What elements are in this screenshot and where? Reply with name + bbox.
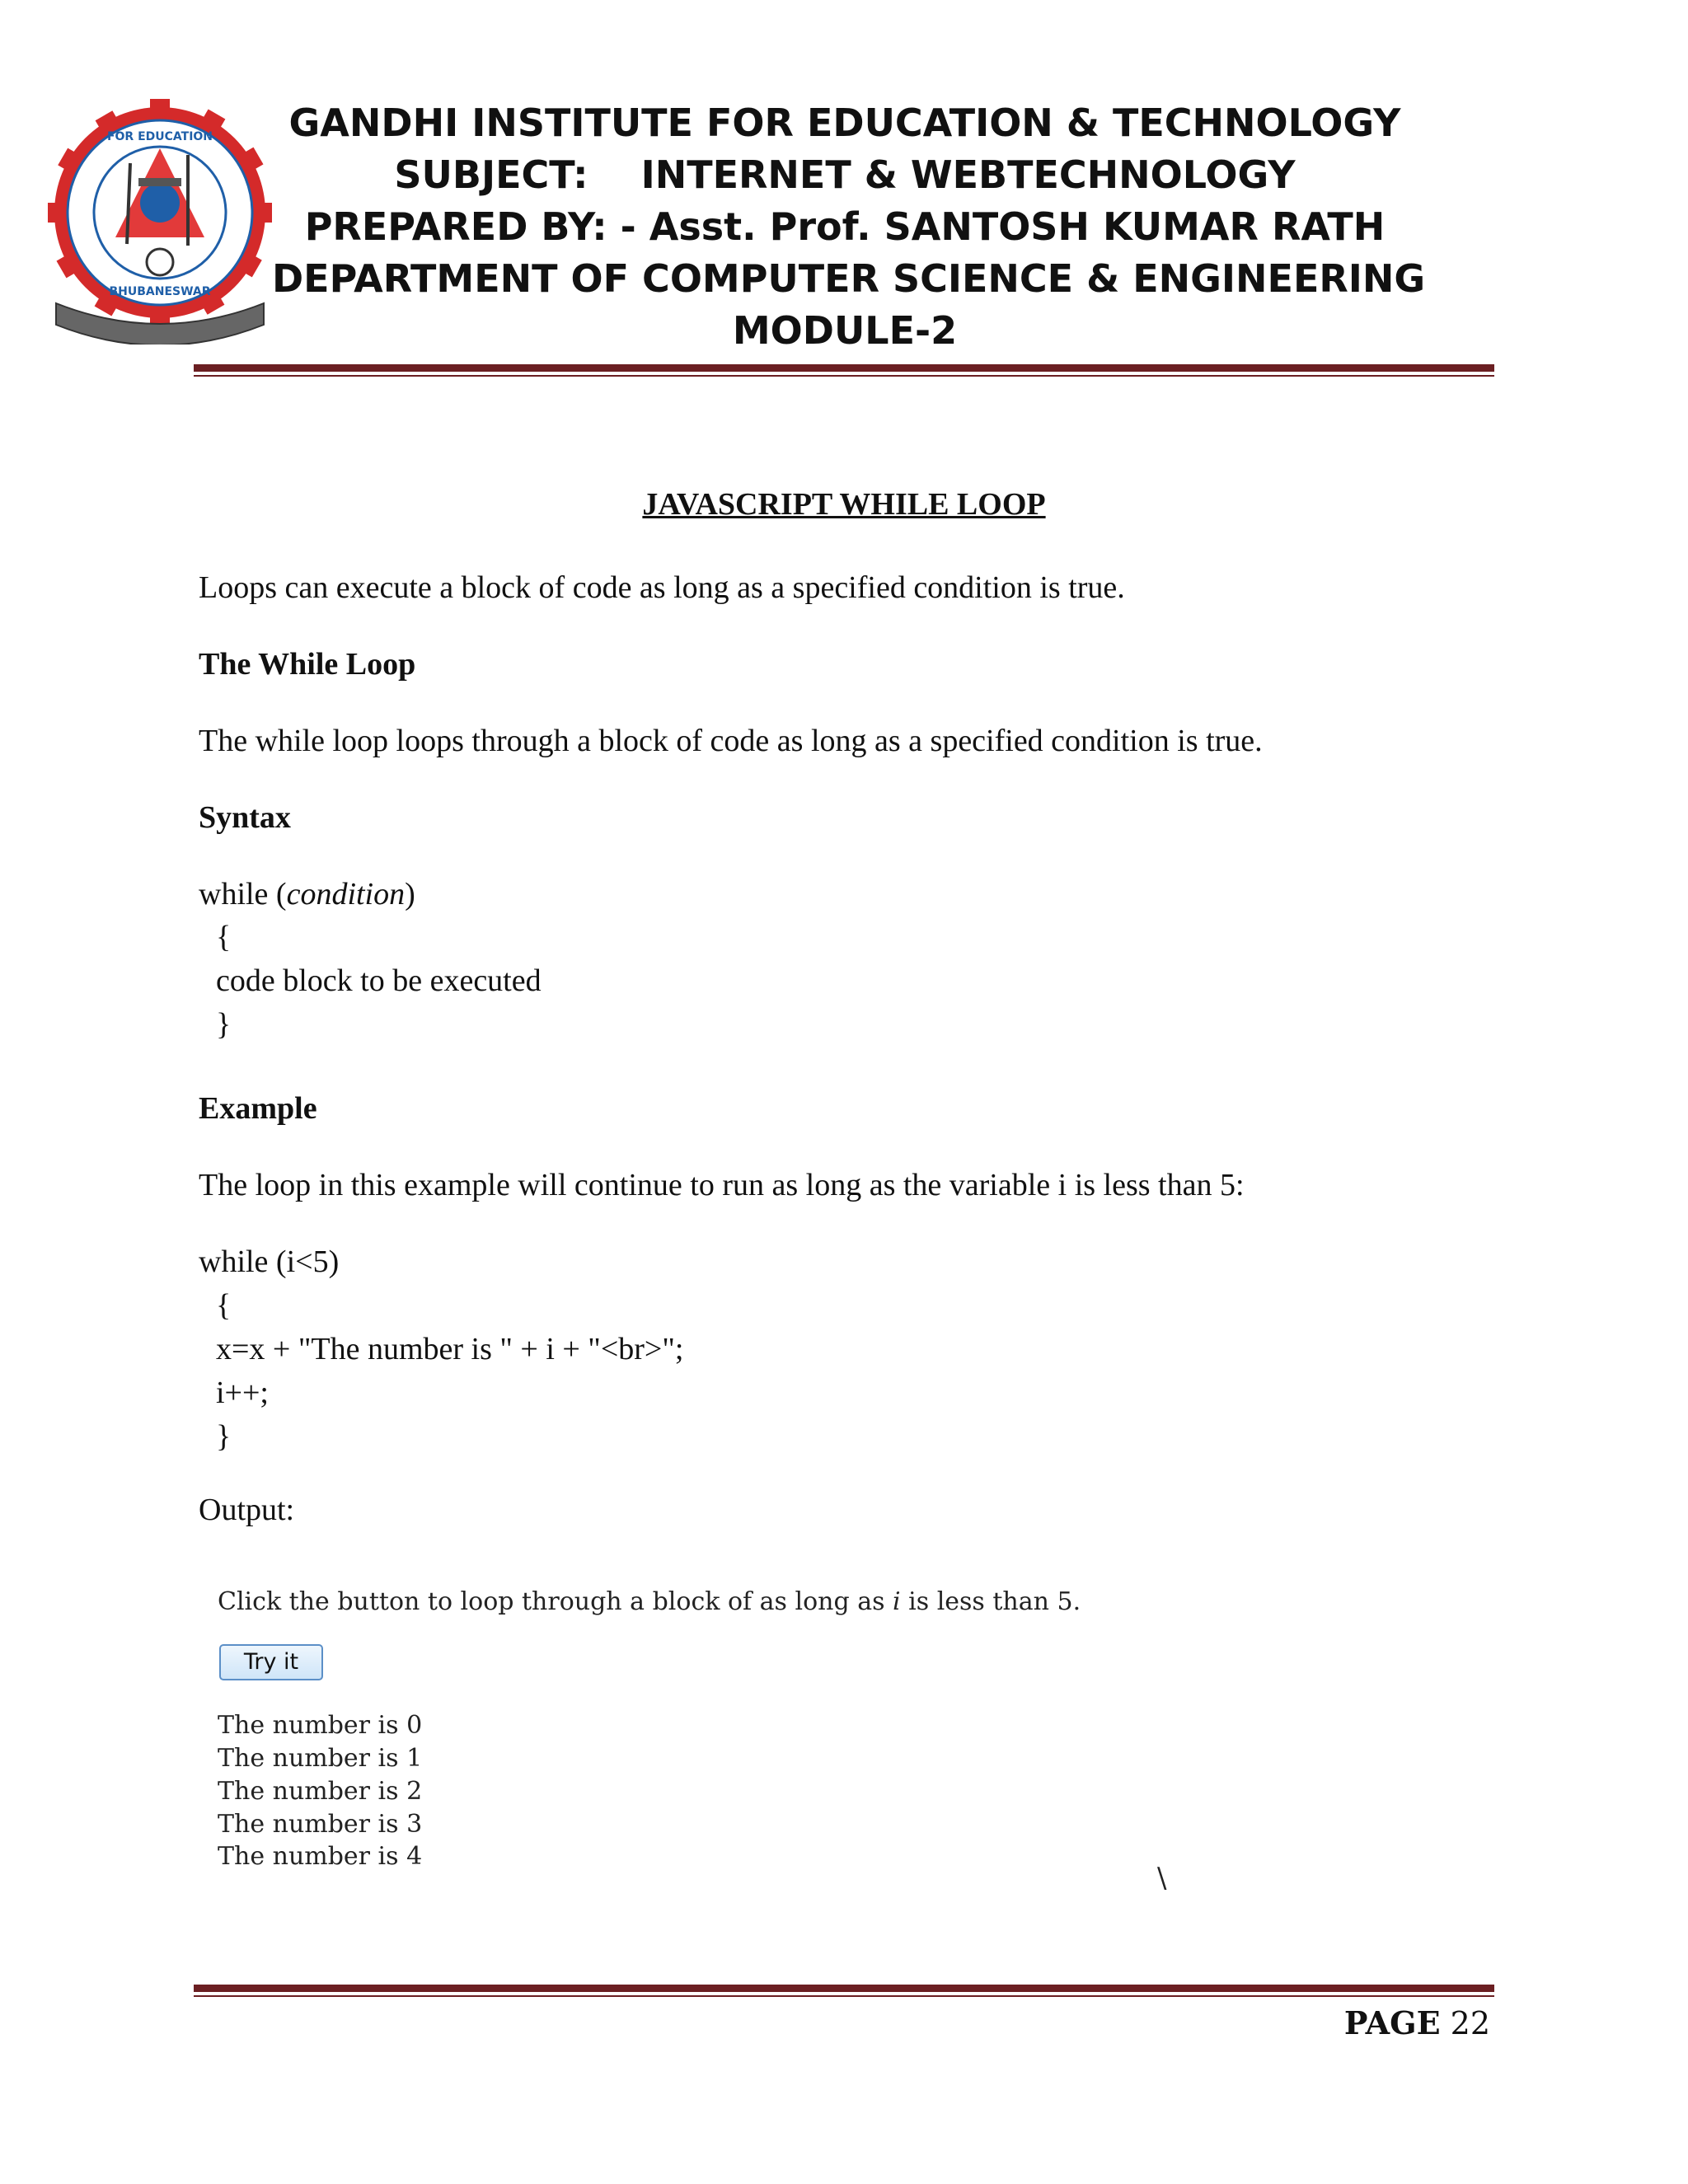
output-line: The number is 2 <box>218 1777 423 1806</box>
module-label: MODULE-2 <box>732 308 958 353</box>
heading-syntax: Syntax <box>199 800 291 835</box>
page-title: JAVASCRIPT WHILE LOOP <box>642 487 1046 522</box>
institute-logo <box>48 97 272 344</box>
svg-text:FOR EDUCATION: FOR EDUCATION <box>106 130 213 143</box>
prompt-text-end: is less than 5. <box>900 1587 1081 1616</box>
footer-divider <box>194 1985 1494 1992</box>
code-line: } <box>216 1419 232 1454</box>
output-line: The number is 3 <box>218 1810 423 1839</box>
while-description: The while loop loops through a block of code as long as a specified condition is true. <box>199 724 1263 758</box>
syntax-close-brace: } <box>216 1007 232 1042</box>
prompt-text: Click the button to loop through a block of as long as <box>218 1587 893 1616</box>
code-line: x=x + "The number is " + i + "<br>"; <box>216 1332 684 1366</box>
syntax-condition: condition <box>286 877 406 912</box>
page-number <box>1344 2004 1490 2041</box>
stray-backslash: \ <box>1157 1862 1167 1895</box>
output-line: The number is 1 <box>218 1744 423 1773</box>
syntax-line <box>199 879 415 910</box>
output-prompt <box>218 1587 1081 1616</box>
example-description: The loop in this example will continue to run as long as the variable i is less than 5: <box>199 1168 1245 1202</box>
department-line: DEPARTMENT OF COMPUTER SCIENCE & ENGINEERING <box>272 256 1426 301</box>
try-it-button[interactable]: Try it <box>219 1644 323 1680</box>
syntax-paren: ) <box>405 877 415 912</box>
header-divider-thin <box>194 375 1494 377</box>
syntax-body: code block to be executed <box>216 963 542 998</box>
code-line: i++; <box>216 1376 269 1410</box>
heading-example: Example <box>199 1091 317 1126</box>
prompt-variable: i <box>893 1587 901 1616</box>
code-line: while (i<5) <box>199 1244 340 1279</box>
output-label: Output: <box>199 1493 295 1527</box>
output-line: The number is 4 <box>218 1842 423 1871</box>
prepared-by-line: PREPARED BY: - Asst. Prof. SANTOSH KUMAR RATH <box>304 204 1386 249</box>
page-label: PAGE <box>1343 2004 1441 2041</box>
syntax-keyword: while ( <box>199 877 287 912</box>
syntax-open-brace: { <box>216 920 232 954</box>
header-divider <box>194 364 1494 372</box>
code-line: { <box>216 1288 232 1323</box>
intro-paragraph: Loops can execute a block of code as long as a specified condition is true. <box>199 570 1125 605</box>
subject-line: SUBJECT: INTERNET & WEBTECHNOLOGY <box>394 152 1296 197</box>
svg-text:BHUBANESWAR: BHUBANESWAR <box>109 285 211 298</box>
output-line: The number is 0 <box>218 1711 423 1740</box>
page-number-value: 22 <box>1450 2005 1490 2041</box>
institute-name: GANDHI INSTITUTE FOR EDUCATION & TECHNOLOGY <box>288 101 1401 145</box>
heading-while-loop: The While Loop <box>199 647 416 682</box>
footer-divider-thin <box>194 1995 1494 1997</box>
